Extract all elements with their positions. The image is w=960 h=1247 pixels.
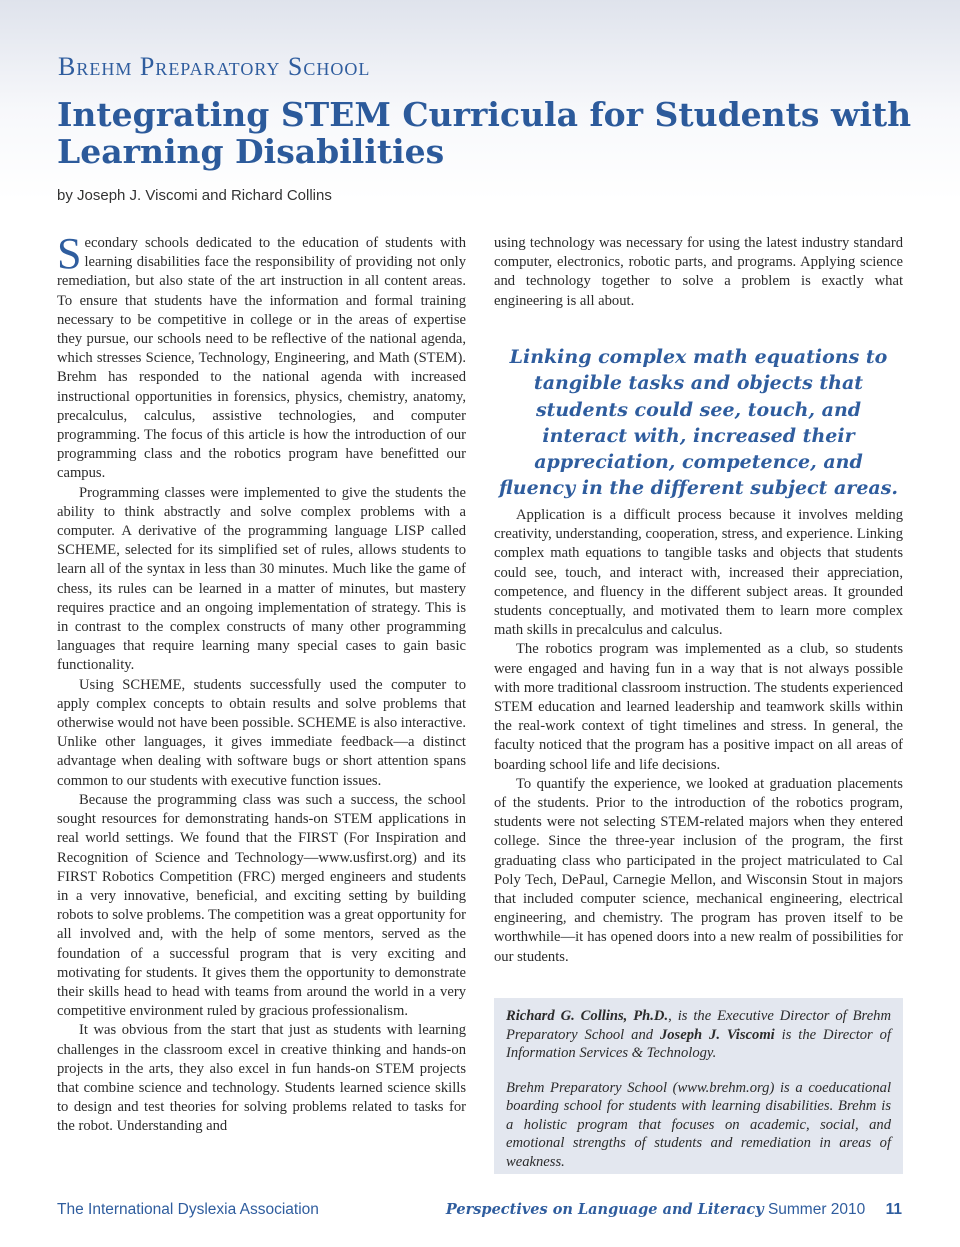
footer-publication bbox=[446, 1201, 902, 1219]
left-column bbox=[57, 229, 466, 1137]
page-number: 11 bbox=[885, 1201, 902, 1218]
author-bio-box bbox=[494, 998, 903, 1174]
school-name: Brehm Preparatory School bbox=[58, 52, 371, 81]
author-name-1: Richard G. Collins, Ph.D. bbox=[506, 1008, 669, 1024]
author-bio-text-2: is the Director of Information Services & Technology. bbox=[506, 1026, 892, 1061]
author-bio bbox=[506, 1007, 891, 1063]
paragraph-5: It was obvious from the start that just as students with learning challenges in the classroom excel in creative thinking and hands-on projects in the arts, they also excel in fun hands-on STEM projects that combine science and technology. Students learned science skills to design and test theories for solving problems related to tasks for the robot. Understanding and bbox=[57, 1022, 466, 1135]
footer-issue: Summer 2010 bbox=[767, 1201, 866, 1218]
right-column-top bbox=[494, 234, 903, 311]
paragraph-1 bbox=[57, 229, 466, 484]
drop-cap: S bbox=[57, 229, 82, 278]
school-description: Brehm Preparatory School (www.brehm.org) is a coeducational boarding school for students with learning disabilities. Brehm is a holistic program that focuses on academic, social, and emotional strengths of students and remediation in areas of weakness. bbox=[506, 1079, 891, 1170]
paragraph-continued: using technology was necessary for using the latest industry standard computer, electronics, robotic parts, and programs. Applying science and technology together to solve a problem is exactly what engineering is all about. bbox=[494, 235, 903, 309]
paragraph-1-text: econdary schools dedicated to the education of students with learning disabilities face the responsibility of providing not only remediation, but also state of the art instruction in all content areas. To ensure that students have the information and formal training necessary to be competitive in college or in the areas of expertise they pursue, our schools need to be reflective of the national agenda, which stresses Science, Technology, Engineering, and Math (STEM). Brehm has responded to the national agenda with increased instructional opportunities in forensics, physics, chemistry, anatomy, precalculus, calculus, assistive technologies, and computer programming. The focus of this article is how the introduction of our programming class and the robotics program have benefitted our campus. bbox=[57, 235, 466, 482]
paragraph-7: The robotics program was implemented as a club, so students were engaged and having fun in a way that is not always possible with more traditional classroom instruction. The students experienced STEM education and learned leadership and teamwork skills within the real-work context of tight timelines and stress. In general, the faculty noticed that the program has a positive impact on all areas of boarding school life and life decisions. bbox=[494, 641, 903, 773]
paragraph-4: Because the programming class was such a success, the school sought resources for demonstrating hands-on STEM applications in real world settings. We found that the FIRST (For Inspiration and Recognition of Science and Technology—www.usfirst.org) and its FIRST Robotics Competition (FRC) merged engineers and students in a very innovative, beneficial, and exciting setting by building robots to solve problems. The competition was a great opportunity for all involved and, with the help of some mentors, served as the foundation of a successful program that is very exciting and motivating for students. It gives them the opportunity to demonstrate their skills head to head with teams from around the world in a very competitive environment ruled by gracious professionalism. bbox=[57, 791, 466, 1020]
paragraph-3: Using SCHEME, students successfully used the computer to apply complex concepts to obtain results and solve problems that otherwise would not have been possible. SCHEME is also interactive. Unlike other languages, it gives immediate feedback—a distinct advantage when dealing with software bugs or short attention spans common to our students with executive function issues. bbox=[57, 676, 466, 789]
pull-quote: Linking complex math equations to tangible tasks and objects that students could see, touch, and interact with, increased their appreciation, competence, and fluency in the different subject areas. bbox=[498, 346, 899, 500]
author-bio-text-1: , is the Executive Director of Brehm Preparatory School and bbox=[506, 1008, 892, 1043]
article-title: Integrating STEM Curricula for Students with Learning Disabilities bbox=[57, 95, 912, 171]
author-name-2: Joseph J. Viscomi bbox=[659, 1026, 775, 1043]
right-column-body bbox=[494, 506, 903, 967]
byline: by Joseph J. Viscomi and Richard Collins bbox=[57, 187, 332, 204]
footer-organization: The International Dyslexia Association bbox=[57, 1201, 319, 1218]
footer-journal: Perspectives on Language and Literacy bbox=[445, 1201, 764, 1218]
paragraph-6: Application is a difficult process because it involves melding creativity, understanding, cooperation, stress, and experience. Linking complex math equations to tangible tasks and objects that students could see, touch, and interact with, increased their appreciation, competence, and fluency in the different subject areas. It grounded students conceptually, and motivated them to learn more complex math skills in precalculus and calculus. bbox=[494, 507, 903, 639]
paragraph-2: Programming classes were implemented to give the students the ability to think abstractly and solve complex problems with a computer. A derivative of the programming language LISP called SCHEME, selected for its simplified set of rules, allows students to learn all of the syntax in less than 30 minutes. Much like the game of chess, its rules can be learned in a matter of minutes, but mastery requires practice and an ongoing implementation of strategy. This is in contrast to the complex constructs of many other programming languages that require learning many special cases to gain basic functionality. bbox=[57, 484, 466, 674]
paragraph-8: To quantify the experience, we looked at graduation placements of the students. Prior to the introduction of the robotics program, students were not selecting STEM-related majors when they entered college. Since the three-year inclusion of the program, the first graduating class who participated in the project matriculated to Cal Poly Tech, DePaul, Carnegie Mellon, and Wisconsin Stout in majors that included computer science, mechanical engineering, electrical engineering, and chemistry. The program has proven itself to be worthwhile—it has opened doors into a new realm of possibilities for our students. bbox=[494, 775, 903, 965]
